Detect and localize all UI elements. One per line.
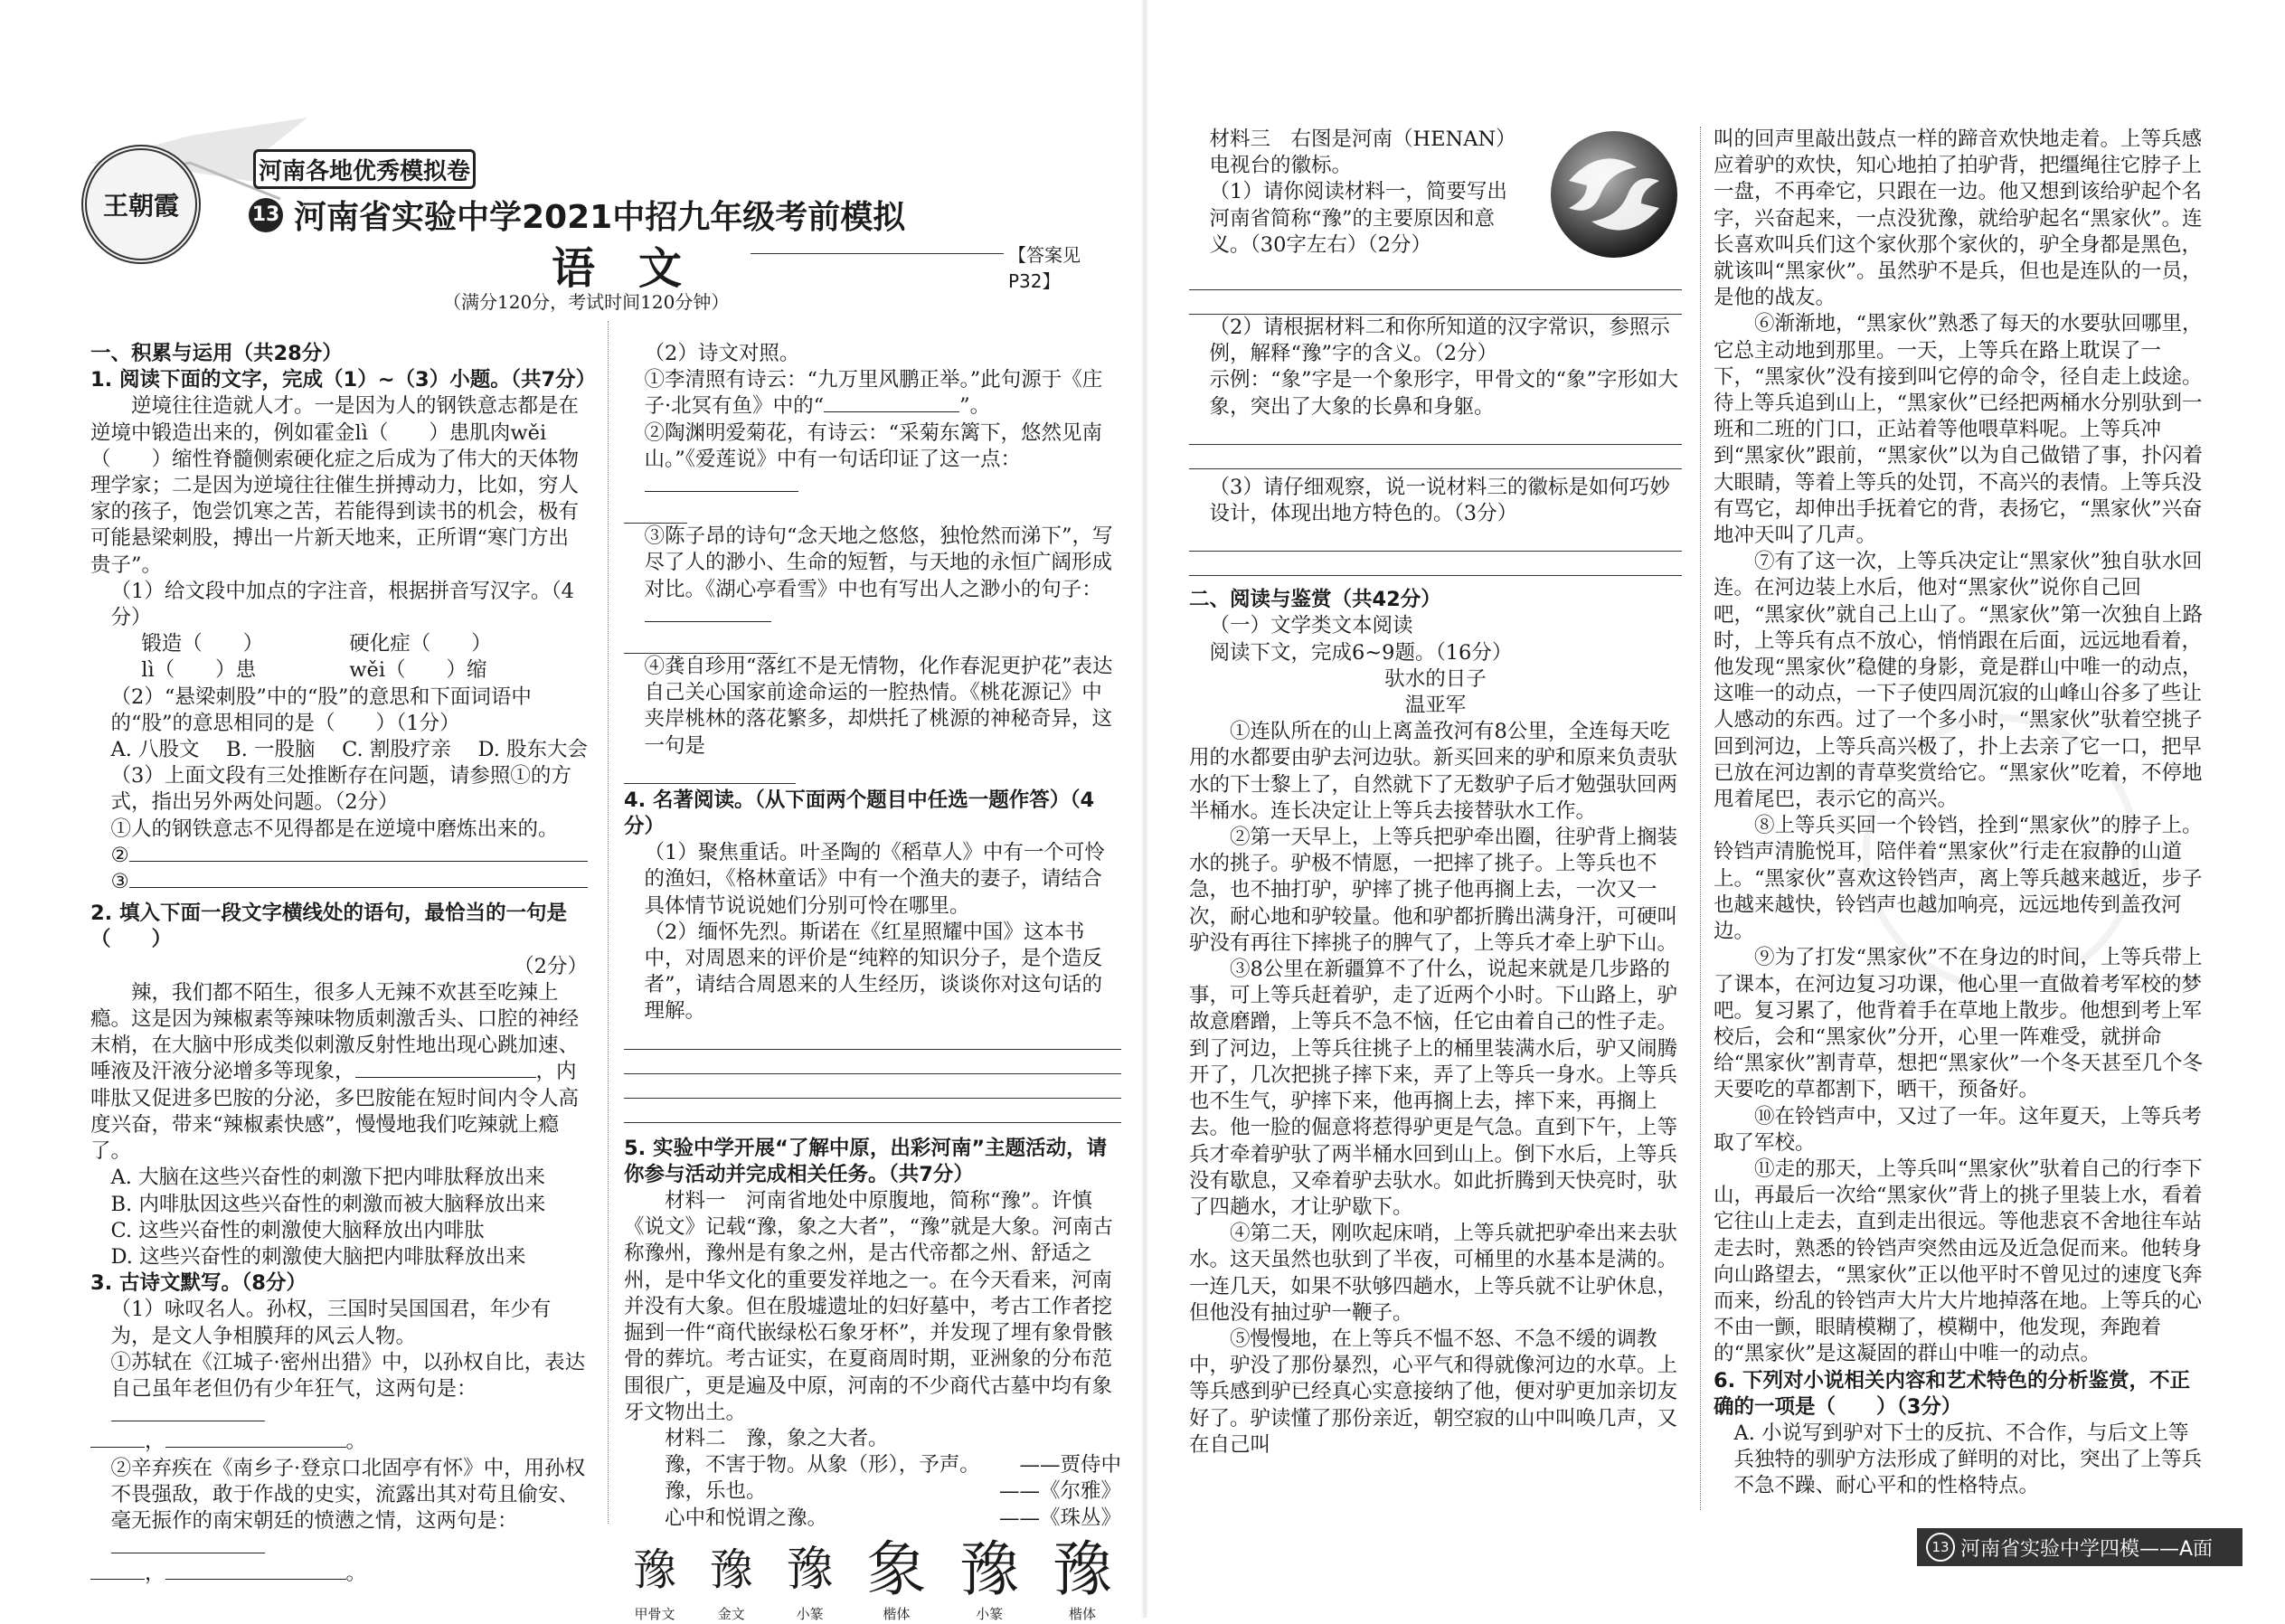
question-4-2: （2）缅怀先烈。斯诺在《红星照耀中国》这本书中，对周恩来的评价是“纯粹的知识分子，是个造反者”，请结合周恩来的人生经历，谈谈你对这句话的理解。 [644, 920, 1103, 1024]
material-3-example: 示例：“象”字是一个象形字，甲骨文的“象”字形如大象，突出了大象的长鼻和身躯。 [1209, 368, 1679, 419]
footer-number: 13 [1926, 1533, 1955, 1562]
exam-info: （满分120分，考试时间120分钟） [443, 291, 730, 313]
answer-blank[interactable] [129, 869, 588, 888]
glyph-regular-1: 象 楷体 [866, 1534, 927, 1622]
story-title: 驮水的日子 [1384, 666, 1487, 691]
column-3 [1189, 127, 1682, 1459]
story-paragraph: ③8公里在新疆算不了什么，说起来就是几步路的事，可上等兵赶着驴，走了近两个小时。下山路上，驴故意磨蹭，上等兵不急不恼，任它由着自己的性子走。到了河边，上等兵往挑子上的桶里装满水后，驴又闹腾开了，几次把挑子摔下来，弄了上等兵一身水。上等兵也不生气，驴摔下来，他再搁上去，摔下来，再搁上去。他一脸的倔意将惹得驴更是气急。直到下午，上等兵才牵着驴驮了两半桶水回到山上。倒下水后，上等兵没有歇息，又牵着驴去驮水。如此折腾到天快亮时，驮了四趟水，才让驴歇下。 [1189, 958, 1678, 1219]
question-3-2a: ①李清照有诗云：“九万里风鹏正举。”此句源于《庄子·北冥有鱼》中的“ ”。 [644, 368, 1103, 419]
story-paragraph: ⑤慢慢地，在上等兵不愠不怒、不急不缓的调教中，驴没了那份暴烈，心平气和得就像河边的水草。上等兵感到驴已经真心实意接纳了他，便对驴更加亲切友好了。驴读懂了那份亲近，朝空寂的山中叫唤几声，又在自己叫 [1189, 1327, 1678, 1457]
column-divider [1700, 127, 1701, 1510]
exam-title-row [249, 192, 905, 238]
answer-line[interactable] [1189, 527, 1682, 552]
material-3-q1: （1）请你阅读材料一，简要写出河南省简称“豫”的主要原因和意义。（30字左右）（2分） [1209, 180, 1507, 257]
question-3-1b-line2: ， 。 [90, 1561, 588, 1587]
story-paragraph: ①连队所在的山上离盖孜河有8公里，全连每天吃用的水都要由驴去河边驮。新买回来的驴和原来负责驮水的下士黎上了，自然就下了无数驴子后才勉强驮回两半桶水。连长决定让上等兵去接替驮水工作。 [1189, 720, 1678, 823]
glyph-seal-2: 豫 小篆 [959, 1534, 1020, 1622]
question-2-option-c: C. 这些兴奋性的刺激使大脑释放出内啡肽 [110, 1218, 485, 1242]
material-2-line-2: 豫，乐也。 ——《尔雅》 [665, 1479, 1121, 1504]
story-paragraph: ④第二天，刚吹起床哨，上等兵就把驴牵出来去驮水。这天虽然也驮到了半夜，可桶里的水基本是满的。一连几天，如果不驮够四趟水，上等兵就不让驴休息，但他没有抽过驴一鞭子。 [1189, 1222, 1678, 1325]
question-6-option-a: A. 小说写到驴对下士的反抗、不合作，与后文上等兵独特的驯驴方法形成了鲜明的对比，突出了上等兵不急不躁、耐心平和的性格特点。 [1733, 1421, 2203, 1498]
question-1-3-example: ①人的钢铁意志不见得都是在逆境中磨炼出来的。 [110, 817, 559, 841]
question-2-score: （2分） [514, 954, 588, 978]
question-2-row [90, 901, 588, 953]
option-d: D. 股东大会 [477, 738, 588, 762]
subject-title: 语 文 [552, 243, 683, 294]
answer-blank[interactable] [129, 843, 588, 862]
option-c: C. 割股疗亲 [342, 738, 451, 762]
exam-title: 河南省实验中学2021中招九年级考前模拟 [294, 199, 906, 236]
material-3: 材料三 右图是河南（HENAN）电视台的徽标。 [1209, 127, 1516, 178]
fill-blank[interactable] [111, 1534, 265, 1553]
reading-instruction: 阅读下文，完成6~9题。（16分） [1209, 640, 1513, 665]
question-2-prompt: 2. 填入下面一段文字横线处的语句，最恰当的一句是（ ） [90, 902, 568, 952]
question-1-2: （2）“悬梁刺股”中的“股”的意思和下面词语中的“股”的意思相同的是（ ）（1分） [110, 685, 532, 735]
pinyin-row-2: lì（ ）患 wěi（ ）缩 [141, 658, 487, 683]
question-3-1a-line2: ， 。 [90, 1429, 588, 1455]
answer-line[interactable] [1189, 445, 1682, 469]
material-2: 材料二 豫，象之大者。 [665, 1426, 889, 1450]
story-paragraph: ⑩在铃铛声中，又过了一年。这年夏天，上等兵考取了军校。 [1714, 1104, 2203, 1155]
story-paragraph: ⑪走的那天，上等兵叫“黑家伙”驮着自己的行李下山，再最后一次给“黑家伙”背上的挑子里装上水，看着它往山上走去，直到走出很远。等他悲哀不舍地往车站走去时，熟悉的铃铛声突然由远及近急促而来。他转身向山路望去，“黑家伙”正以他平时不曾见过的速度飞奔而来，纷乱的铃铛声大片大片地掉落在地。上等兵的心不由一颤，眼睛模糊了，模糊中，他发现，奔跑着的“黑家伙”是这凝固的群山中唯一的动点。 [1714, 1157, 2203, 1366]
pinyin-row-1: 锻造（ ） 硬化症（ ） [141, 632, 492, 656]
material-1: 材料一 河南省地处中原腹地，简称“豫”。许慎《说文》记载“豫，象之大者”，“豫”就是大象。河南古称豫州，豫州是有象之州，是古代帝都之州、舒适之州，是中华文化的重要发祥地之一。在今天看来，河南并没有大象。但在殷墟遗址的妇好墓中，考古工作者挖掘到一件“商代嵌绿松石象牙杯”，并发现了埋有象骨骸骨的葬坑。考古证实，在夏商周时期，亚洲象的分布范围很广，更是遍及中原，河南的不少商代古墓中均有象牙文物出土。 [624, 1189, 1114, 1424]
logo-text: 王朝霞 [102, 191, 179, 221]
answer-line[interactable] [1189, 552, 1682, 576]
question-2-option-b: B. 内啡肽因这些兴奋性的刺激而被大脑释放出来 [110, 1192, 546, 1216]
question-2-option-a: A. 大脑在这些兴奋性的刺激下把内啡肽释放出来 [110, 1166, 546, 1190]
footer-text: 河南省实验中学四模——A面 [1960, 1537, 2214, 1561]
fill-blank[interactable] [645, 603, 771, 622]
header-divider [751, 253, 1004, 254]
question-3-1a: ①苏轼在《江城子·密州出猎》中，以孙权自比，表达自己虽年老但仍有少年狂气，这两句是： [90, 1350, 588, 1430]
question-4-1: （1）聚焦重话。叶圣陶的《稻草人》中有一个可怜的渔妇，《格林童话》中有一个渔夫的妻子，请结合具体情节说说她们分别可怜在哪里。 [644, 841, 1105, 918]
fill-blank[interactable] [355, 1059, 536, 1078]
story-paragraph: 叫的回声里敲出鼓点一样的蹄音欢快地走着。上等兵感应着驴的欢快，知心地拍了拍驴背，把缰绳往它脖子上一盘，不再牵它，只跟在一边。他又想到该给驴起个名字，兴奋起来，一点没犹豫，就给驴起名“黑家伙”。连长喜欢叫兵们这个家伙那个家伙的，驴全身都是黑色，就该叫“黑家伙”。虽然驴不是兵，但也是连队的一员，是他的战友。 [1714, 127, 2203, 310]
section-2-heading: 二、阅读与鉴赏（共42分） [1189, 588, 1441, 612]
question-2-option-d: D. 这些兴奋性的刺激使大脑把内啡肽释放出来 [110, 1244, 526, 1269]
exam-number: 13 [249, 198, 283, 232]
question-3-prompt: 3. 古诗文默写。（8分） [90, 1271, 307, 1296]
question-3-2b: ②陶渊明爱菊花，有诗云：“采菊东篱下，悠然见南山。”《爱莲说》中有一句话印证了这一点： [624, 420, 1121, 500]
question-1-1: （1）给文段中加点的字注音，根据拼音写汉字。（4分） [110, 579, 574, 630]
subsection-heading: （一）文学类文本阅读 [1209, 614, 1413, 638]
footer-banner [1917, 1528, 2243, 1566]
fill-blank[interactable] [165, 1561, 346, 1580]
option-b: B. 一股脑 [226, 738, 316, 762]
logo-seal [81, 145, 201, 264]
fill-blank[interactable] [824, 393, 959, 412]
story-paragraph: ⑥渐渐地，“黑家伙”熟悉了每天的水要驮回哪里，它总主动地到那里。一天，上等兵在路上耽误了一下，“黑家伙”没有接到叫它停的命令，径自走上歧途。待上等兵追到山上，“黑家伙”已经把两桶水分别驮到一班和二班的门口，正站着等他喂草料呢。上等兵冲到“黑家伙”跟前，“黑家伙”以为自己做错了事，扑闪着大眼睛，等着上等兵的处罚，不高兴的表情。上等兵没有骂它，却伸出手抚着它的背，表扬它，“黑家伙”兴奋地冲天叫了几声。 [1714, 312, 2204, 548]
answer-line[interactable] [624, 1050, 1121, 1074]
fill-blank[interactable] [165, 1429, 346, 1448]
watermark-seal [1863, 714, 2139, 991]
section-heading: 一、积累与运用（共28分） [90, 342, 343, 365]
option-a: A. 八股文 [110, 738, 200, 762]
column-1 [90, 341, 597, 1588]
story-author: 温亚军 [1404, 694, 1467, 718]
question-3-2d: ④龚自珍用“落红不是无情物，化作春泥更护花”表达自己关心国家前途命运的一腔热情。《桃花源记》中夹岸桃林的落花繁多，却烘托了桃源的神秘奇异，这一句是 [644, 655, 1113, 758]
fill-blank[interactable] [645, 473, 798, 492]
story-paragraph: ②第一天早上，上等兵把驴牵出圈，往驴背上搁装水的挑子。驴极不情愿，一把摔了挑子。上等兵也不急，也不抽打驴，驴摔了挑子他再搁上去，一次又一次，耐心地和驴较量。他和驴都折腾出满身汗，可硬叫驴没有再往下摔挑子的脾气了，上等兵才牵上驴下山。 [1189, 826, 1678, 955]
question-3-2c: ③陈子昂的诗句“念天地之悠悠，独怆然而涕下”，写尽了人的渺小、生命的短暂，与天地的永恒广阔形成对比。《湖心亭看雪》中也有写出人之渺小的句子： [624, 524, 1121, 629]
story-paragraph: ⑦有了这一次，上等兵决定让“黑家伙”独自驮水回连。在河边装上水后，他对“黑家伙”说你自己回吧，“黑家伙”就自己上山了。“黑家伙”第一次独自上路时，上等兵有点不放心，悄悄跟在后面，远远地看着，他发现“黑家伙”稳健的身影，竟是群山中唯一的动点，这唯一的动点，一下子使四周沉寂的山峰山谷多了些让人感动的东西。过了一个多小时，“黑家伙”驮着空挑子回到河边，上等兵高兴极了，扑上去亲了它一口，把早已放在河边割的青草奖赏给它。“黑家伙”吃着，不停地甩着尾巴，表示它的高兴。 [1714, 550, 2204, 812]
glyph-regular-2: 豫 楷体 [1052, 1534, 1112, 1622]
glyph-seal-1: 豫 小篆 [786, 1542, 834, 1622]
answer-line[interactable] [624, 499, 687, 524]
material-3-q2: （2）请根据材料二和你所知道的汉字常识，参照示例，解释“豫”字的含义。（2分） [1209, 316, 1670, 366]
answer-line-2: ② [90, 843, 588, 869]
question-3-2: （2）诗文对照。 [644, 342, 800, 365]
glyph-evolution-row [624, 1535, 1121, 1624]
question-1-prompt: 1. 阅读下面的文字，完成（1）~（3）小题。（共7分） [90, 368, 597, 392]
answer-reference: 【答案见 P32】 [1008, 244, 1081, 292]
question-4-prompt: 4. 名著阅读。（从下面两个题目中任选一题作答）（4分） [624, 788, 1095, 839]
header [81, 109, 1121, 312]
question-1-2-options [90, 737, 588, 763]
series-badge: 河南各地优秀模拟卷 [253, 149, 476, 189]
material-2-line-3: 心中和悦谓之豫。 ——《珠丛》 [665, 1506, 1121, 1530]
question-6-prompt: 6. 下列对小说相关内容和艺术特色的分析鉴赏，不正确的一项是（ ）（3分） [1714, 1368, 2191, 1419]
story-paragraph: ⑨为了打发“黑家伙”不在身边的时间，上等兵带上了课本，在河边复习功课，他心里一直做着考军校的梦吧。复习累了，他背着手在草地上散步。他想到考上军校后，会和“黑家伙”分开，心里一阵难受，就拼命给“黑家伙”割青草，想把“黑家伙”一个冬天甚至几个冬天要吃的草都割下，晒干，预备好。 [1714, 946, 2204, 1102]
answer-line[interactable] [624, 1025, 1121, 1050]
henan-tv-logo [1546, 127, 1682, 262]
question-1-passage: 逆境往往造就人才。一是因为人的钢铁意志都是在逆境中锻造出来的，例如霍金lì（ ）患肌肉wěi（ ）缩性脊髓侧索硬化症之后成为了伟大的天体物理学家；二是因为逆境往往催生拼搏动力，比如，穷人家的孩子，饱尝饥寒之苦，若能得到读书的机会，极有可能悬梁刺股，搏出一片新天地来，正所谓“寒门方出贵子”。 [90, 394, 580, 577]
answer-line-3: ③ [90, 869, 588, 895]
answer-line[interactable] [624, 1099, 1121, 1123]
question-3-1b: ②辛弃疾在《南乡子·登京口北固亭有怀》中，用孙权不畏强敌，敢于作战的史实，流露出其对苟且偷安、毫无振作的南宋朝廷的愤懑之情，这两句是： [90, 1456, 588, 1562]
answer-line[interactable] [1189, 420, 1682, 445]
column-divider [608, 321, 609, 1524]
question-5-prompt: 5. 实验中学开展“了解中原，出彩河南”主题活动，请你参与活动并完成相关任务。（共7分） [624, 1136, 1108, 1186]
material-2-line-1: 豫，不害于物。从象（形），予声。 ——贾侍中 [665, 1453, 1121, 1478]
answer-line[interactable] [1189, 290, 1682, 315]
story-paragraph: ⑧上等兵买回一个铃铛，拴到“黑家伙”的脖子上。铃铛声清脆悦耳，陪伴着“黑家伙”行走在寂静的山道上。“黑家伙”喜欢这铃铛声，离上等兵越来越近，步子也越来越快，铃铛声也越加响亮，远远地传到盖孜河边。 [1714, 814, 2203, 944]
material-3-q3: （3）请仔细观察，说一说材料三的徽标是如何巧妙设计，体现出地方特色的。（3分） [1209, 475, 1670, 526]
page-fold [1141, 0, 1148, 1618]
glyph-oracle: 豫 甲骨文 [633, 1544, 677, 1622]
answer-line[interactable] [1189, 266, 1682, 290]
column-2 [624, 341, 1121, 1624]
answer-line[interactable] [624, 1074, 1121, 1099]
fill-blank[interactable] [90, 1561, 145, 1580]
question-3-1: （1）咏叹名人。孙权，三国时吴国国君，年少有为，是文人争相膜拜的风云人物。 [110, 1298, 552, 1348]
question-2-passage: 辣，我们都不陌生，很多人无辣不欢甚至吃辣上瘾。这是因为辣椒素等辣味物质刺激舌头、口腔的神经末梢，在大脑中形成类似刺激反射性地出现心跳加速、唾液及汗液分泌增多等现象， ，内啡肽又促进多巴胺的分泌，多巴胺能在短时间内令人高度兴奋，带来“辣椒素快感”，慢慢地我们吃辣就上瘾了。 [90, 980, 580, 1164]
answer-line[interactable] [624, 629, 778, 654]
question-1-3: （3）上面文段有三处推断存在问题，请参照①的方式，指出另外两处问题。（2分） [110, 764, 571, 815]
fill-blank[interactable] [90, 1429, 145, 1448]
glyph-bronze: 豫 金文 [709, 1544, 753, 1622]
fill-blank[interactable] [111, 1402, 265, 1421]
answer-line[interactable] [624, 760, 796, 784]
